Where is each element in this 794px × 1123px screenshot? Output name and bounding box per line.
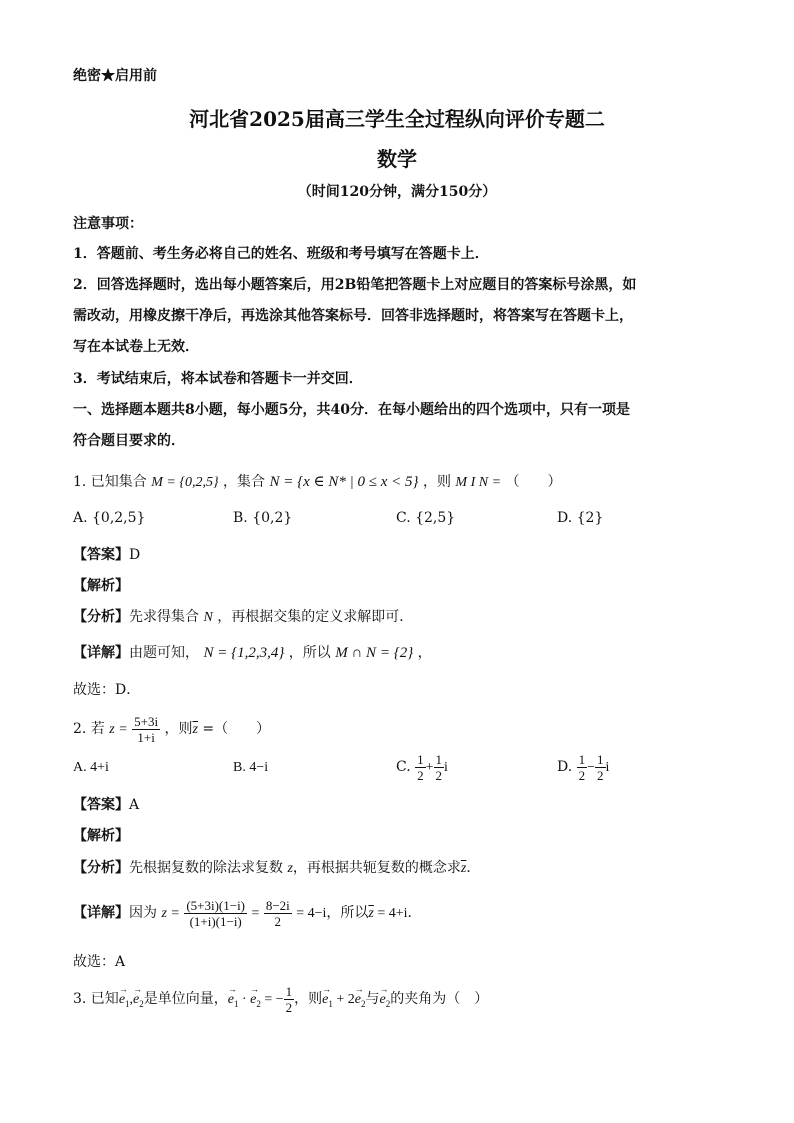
- q3-e1-sub-b: 1: [233, 998, 239, 1009]
- q2-d-num2: 1: [597, 751, 604, 767]
- q2-option-c-frac2: [434, 752, 445, 783]
- q3-dot: ·: [238, 992, 251, 1007]
- q1-paren: （ ）: [505, 474, 562, 490]
- q3-and: 与: [365, 991, 380, 1007]
- q1-option-c[interactable]: C. {2,5}: [396, 510, 456, 526]
- q3-e1-vector-b: → e: [228, 983, 234, 1017]
- q3-e2-vector: → e: [133, 983, 139, 1017]
- q3-e1-sub-c: 1: [328, 998, 333, 1009]
- subject-title: 数学: [377, 147, 417, 171]
- q2-zbar: $\overline{z}$: [192, 722, 198, 737]
- q3-e1-vector: → e: [119, 983, 125, 1017]
- q1-xiangjie-text3: ，: [417, 645, 432, 661]
- q2-z-eq: z =: [109, 722, 128, 737]
- q2-xj-res: = 4−i: [296, 906, 327, 921]
- time-note: （时间120分钟，满分150分）: [297, 184, 497, 200]
- q2-xiangjie: [73, 895, 422, 932]
- q2-eq-paren: =（ ）: [197, 721, 271, 737]
- q1-xiangjie-text2: ，所以: [288, 645, 331, 661]
- q3-e1-sub: 1: [125, 998, 130, 1009]
- q2-option-d-minus: −: [587, 760, 596, 775]
- q2-xj-zbar: $\overline{z}$: [368, 906, 374, 921]
- q1-xiangjie-math2: M ∩ N = {2}: [335, 645, 414, 661]
- q2-fenxi-var2: $\overline{z}$: [460, 861, 467, 876]
- q2-xj-frac2: [264, 898, 292, 929]
- q1-option-b[interactable]: B. {0,2}: [233, 510, 293, 526]
- q2-xj-final: = 4+i．: [373, 906, 422, 921]
- q2-option-c[interactable]: [396, 750, 448, 785]
- q3-e1-vector-c: → e: [322, 983, 328, 1017]
- q1-xiangjie-label: 【详解】: [73, 645, 129, 661]
- q1-set-m: M = {0,2,5}: [151, 475, 219, 490]
- q3-frac-num: 1: [285, 983, 293, 999]
- q2-xiangjie-text1: 因为: [129, 905, 157, 921]
- q2-option-b[interactable]: B. 4−i: [233, 760, 269, 775]
- q2-prefix: 2. 若: [73, 721, 105, 737]
- q2-stem: [73, 712, 270, 747]
- q2-option-a[interactable]: A. 4+i: [73, 760, 109, 775]
- q3-prefix: 3. 已知: [73, 991, 119, 1007]
- q2-conclusion: 故选：A: [73, 954, 126, 970]
- q2-option-d-frac2: [595, 752, 606, 783]
- q1-fenxi-label: 【分析】: [73, 609, 129, 625]
- q2-fenxi-end: ．: [466, 860, 481, 876]
- q1-stem: [73, 472, 561, 493]
- q2-option-c-frac1: [415, 752, 426, 783]
- q1-set-n: N = {x ∈ N* | 0 ≤ x < 5}: [269, 474, 419, 490]
- q2-option-d-label: D.: [557, 759, 573, 775]
- q2-c-den2: 2: [435, 767, 443, 783]
- q3-e2-vector-b: → e: [250, 983, 256, 1017]
- q2-d-den2: 2: [597, 767, 604, 783]
- q1-xiangjie-math1: N = {1,2,3,4}: [203, 645, 285, 661]
- q2-option-c-label: C.: [396, 759, 411, 775]
- q3-frac-den: 2: [285, 999, 293, 1015]
- q2-fenxi-label: 【分析】: [73, 860, 129, 876]
- q1-xiangjie: [73, 643, 432, 663]
- q2-answer: [73, 795, 139, 815]
- q3-eq: = −: [260, 992, 284, 1007]
- q3-stem: [73, 982, 488, 1021]
- q2-then: ，则: [164, 721, 193, 737]
- q3-is-unit: 是单位向量，: [143, 991, 228, 1007]
- q1-conclusion: 故选：D．: [73, 682, 141, 698]
- q3-then: ，则: [294, 991, 323, 1007]
- q2-fenxi: [73, 858, 480, 879]
- q2-xj-den1: (1+i)(1−i): [189, 913, 242, 929]
- q3-e2-vector-c: → e: [355, 983, 361, 1017]
- q2-option-d-frac1: [577, 752, 588, 783]
- q2-option-d[interactable]: [557, 750, 609, 785]
- q2-xj-num1: (5+3i)(1−i): [186, 897, 246, 913]
- q3-e2-sub-d: 2: [385, 998, 391, 1009]
- q2-fenxi-text2: ，再根据共轭复数的概念求: [292, 860, 461, 876]
- q2-fraction: [132, 714, 160, 745]
- q2-analysis-label: 【解析】: [73, 828, 129, 844]
- q3-e2-sub: 2: [139, 998, 144, 1009]
- q1-answer-label: 【答案】: [73, 547, 129, 563]
- note-item-1: 1．答题前、考生务必将自己的姓名、班级和考号填写在答题卡上．: [73, 246, 489, 262]
- q1-prefix: 1. 已知集合: [73, 474, 147, 490]
- q3-e2-sub-c: 2: [361, 998, 366, 1009]
- q2-xiangjie-label: 【详解】: [73, 905, 129, 921]
- q2-fenxi-var: z: [287, 861, 293, 876]
- q1-option-a[interactable]: A. {0,2,5}: [73, 510, 146, 526]
- q2-c-num1: 1: [417, 751, 424, 767]
- q2-fenxi-text1: 先根据复数的除法求复数: [129, 860, 283, 876]
- q1-analysis-label: 【解析】: [73, 578, 129, 594]
- q2-c-den1: 2: [417, 767, 424, 783]
- secret-mark: 绝密★启用前: [73, 68, 157, 84]
- q1-answer-value: D: [129, 547, 141, 563]
- note-item-2-line3: 写在本试卷上无效．: [73, 339, 199, 355]
- q1-mid: ，集合: [223, 474, 266, 490]
- q2-frac-den: 1+i: [137, 729, 155, 745]
- notes-heading: 注意事项：: [73, 216, 143, 232]
- q2-xj-eq: =: [251, 906, 260, 921]
- note-item-3: 3．考试结束后，将本试卷和答题卡一并交回．: [73, 371, 363, 387]
- q3-e2-vector-d: → e: [380, 983, 386, 1017]
- q2-answer-value: A: [129, 797, 140, 813]
- q2-d-num1: 1: [578, 751, 586, 767]
- q3-comma: ,: [129, 992, 134, 1007]
- q1-answer: [73, 545, 140, 565]
- q3-plus2: + 2: [332, 992, 355, 1007]
- q3-fraction: [284, 984, 295, 1015]
- q1-fenxi-text2: ，再根据交集的定义求解即可．: [217, 609, 414, 625]
- section1-line1: 一、选择题本题共8小题，每小题5分，共40分．在每小题给出的四个选项中，只有一项是: [73, 402, 630, 418]
- q2-d-den1: 2: [578, 767, 586, 783]
- note-item-2-line1: 2．回答选择题时，选出每小题答案后，用2B铅笔把答题卡上对应题目的答案标号涂黑，如: [73, 277, 637, 293]
- q2-answer-label: 【答案】: [73, 797, 129, 813]
- q3-e2-sub-b: 2: [256, 998, 261, 1009]
- q3-angle: 的夹角为（ ）: [390, 991, 489, 1007]
- q1-fenxi: [73, 607, 413, 628]
- q2-xj-z: z =: [161, 906, 180, 921]
- q1-then: ，则: [422, 474, 451, 490]
- q2-xj-frac1: [184, 898, 247, 929]
- q1-xiangjie-text1: 由题可知，: [129, 645, 199, 661]
- q2-xj-num2: 8−2i: [265, 897, 290, 913]
- q2-option-c-plus: +: [425, 760, 434, 775]
- q1-fenxi-text1: 先求得集合: [129, 609, 199, 625]
- note-item-2-line2: 需改动，用橡皮擦干净后，再选涂其他答案标号．回答非选择题时，将答案写在答题卡上，: [73, 308, 633, 324]
- section1-line2: 符合题目要求的．: [73, 433, 185, 449]
- q2-option-d-i: i: [605, 760, 610, 775]
- q1-fenxi-var: N: [203, 610, 213, 625]
- q2-c-num2: 1: [435, 751, 443, 767]
- exam-title: 河北省2025届高三学生全过程纵向评价专题二: [189, 107, 605, 131]
- q2-frac-num: 5+3i: [134, 713, 159, 729]
- q2-xj-den2: 2: [274, 913, 282, 929]
- q1-expr: M I N =: [455, 475, 502, 490]
- q2-xiangjie-text2: ，所以: [326, 905, 369, 921]
- q2-option-c-i: i: [444, 760, 448, 775]
- q1-option-d[interactable]: D. {2}: [557, 510, 604, 526]
